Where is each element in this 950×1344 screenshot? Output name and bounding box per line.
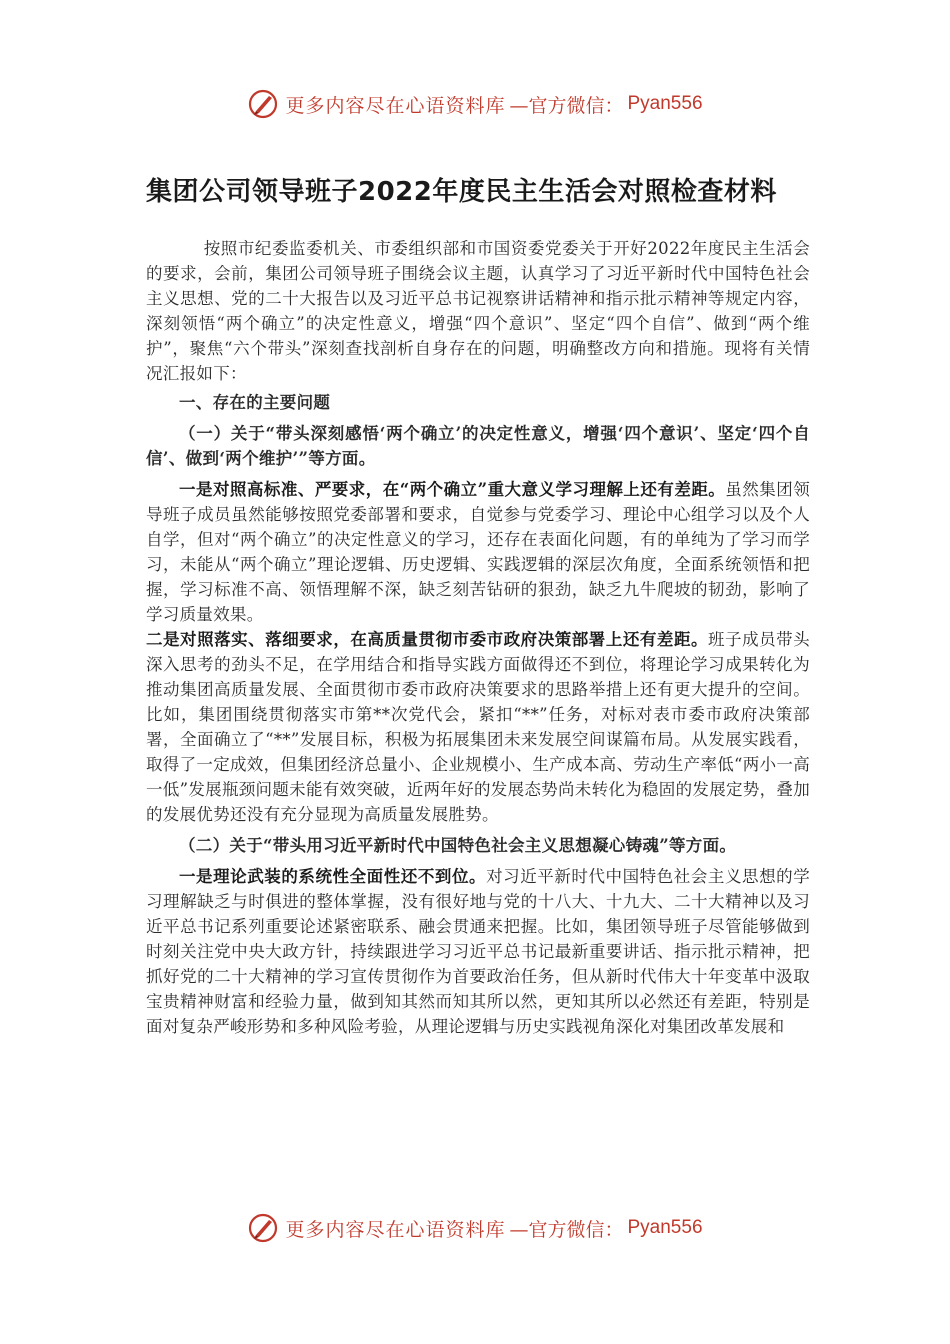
- subsection-heading-2: （二）关于“带头用习近平新时代中国特色社会主义思想凝心铸魂”等方面。: [179, 836, 737, 855]
- paragraph-2-lead: 二是对照落实、落细要求，在高质量贯彻市委市政府决策部署上还有差距。: [146, 630, 709, 649]
- paragraph-2-body: 班子成员带头深入思考的劲头不足，在学用结合和指导实践方面做得还不到位，将理论学习成果转化为推动集团高质量发展、全面贯彻市委市政府决策要求的思路举措上还有更大提升的空间。比如，集团围绕贯彻落实市第**次党代会，紧扣“**”任务，对标对表市委市政府决策部署，全面确立了“**”发展目标，积极为拓展集团未来发展空间谋篇布局。从发展实践看，取得了一定成效，但集团经济总量小、企业规模小、生产成本高、劳动生产率低“两小一高一低”发展瓶颈问题未能有效突破，近两年好的发展态势尚未转化为稳固的发展定势，叠加的发展优势还没有充分显现为高质量发展胜势。: [146, 630, 810, 824]
- paragraph-3-body: 对习近平新时代中国特色社会主义思想的学习理解缺乏与时俱进的整体掌握，没有很好地与党的十八大、十九大、二十大精神以及习近平总书记系列重要论述紧密联系、融会贯通来把握。比如，集团领导班子尽管能够做到时刻关注党中央大政方针，持续跟进学习习近平总书记最新重要讲话、指示批示精神，把抓好党的二十大精神的学习宣传贯彻作为首要政治任务，但从新时代伟大十年变革中汲取宝贵精神财富和经验力量，做到知其然而知其所以然，更知其所以必然还有差距，特别是面对复杂严峻形势和多种风险考验，从理论逻辑与历史实践视角深化对集团改革发展和: [146, 867, 811, 1036]
- document-title: 集团公司领导班子2022年度民主生活会对照检查材料: [146, 177, 777, 207]
- section-heading-problems: 一、存在的主要问题: [179, 393, 331, 412]
- header-watermark: [0, 84, 950, 124]
- subsection-heading-1: （一）关于“带头深刻感悟‘两个确立’的决定性意义，增强‘四个意识’、坚定‘四个自信’、做到‘两个维护’”等方面。: [146, 424, 810, 468]
- document-body: [146, 170, 810, 1039]
- paragraph-1-body: 虽然集团领导班子成员虽然能够按照党委部署和要求，自觉参与党委学习、理论中心组学习以及个人自学，但对“两个确立”的决定性意义的学习，还存在表面化问题，有的单纯为了学习而学习，未能从“两个确立”理论逻辑、历史逻辑、实践逻辑的深层次角度，全面系统领悟和把握，学习标准不高、领悟理解不深，缺乏刻苦钻研的狠劲，缺乏九牛爬坡的韧劲，影响了学习质量效果。: [146, 480, 810, 624]
- paragraph-3: [146, 864, 810, 1039]
- intro-paragraph: 按照市纪委监委机关、市委组织部和市国资委党委关于开好2022年度民主生活会的要求，会前，集团公司领导班子围绕会议主题，认真学习了习近平新时代中国特色社会主义思想、党的二十大报告以及习近平总书记视察讲话精神和指示批示精神等规定内容，深刻领悟“两个确立”的决定性意义，增强“四个意识”、坚定“四个自信”、做到“两个维护”，聚焦“六个带头”深刻查找剖析自身存在的问题，明确整改方向和措施。现将有关情况汇报如下：: [146, 239, 810, 383]
- watermark-wechat-id: Pyan556: [627, 93, 703, 114]
- paragraph-1-lead: 一是对照高标准、严要求，在“两个确立”重大意义学习理解上还有差距。: [179, 480, 726, 499]
- paragraph-1: [146, 477, 810, 627]
- watermark-text: 更多内容尽在心语资料库: [285, 1218, 506, 1241]
- paragraph-3-lead: 一是理论武装的系统性全面性还不到位。: [179, 867, 487, 886]
- watermark-wechat-id: Pyan556: [627, 1217, 703, 1238]
- paragraph-2: [146, 627, 810, 827]
- pen-circle-icon: [247, 88, 279, 120]
- watermark-text: 更多内容尽在心语资料库: [285, 94, 506, 117]
- watermark-separator: —官方微信：: [509, 94, 624, 117]
- watermark-separator: —官方微信：: [509, 1218, 624, 1241]
- pen-circle-icon: [247, 1212, 279, 1244]
- footer-watermark: [0, 1208, 950, 1248]
